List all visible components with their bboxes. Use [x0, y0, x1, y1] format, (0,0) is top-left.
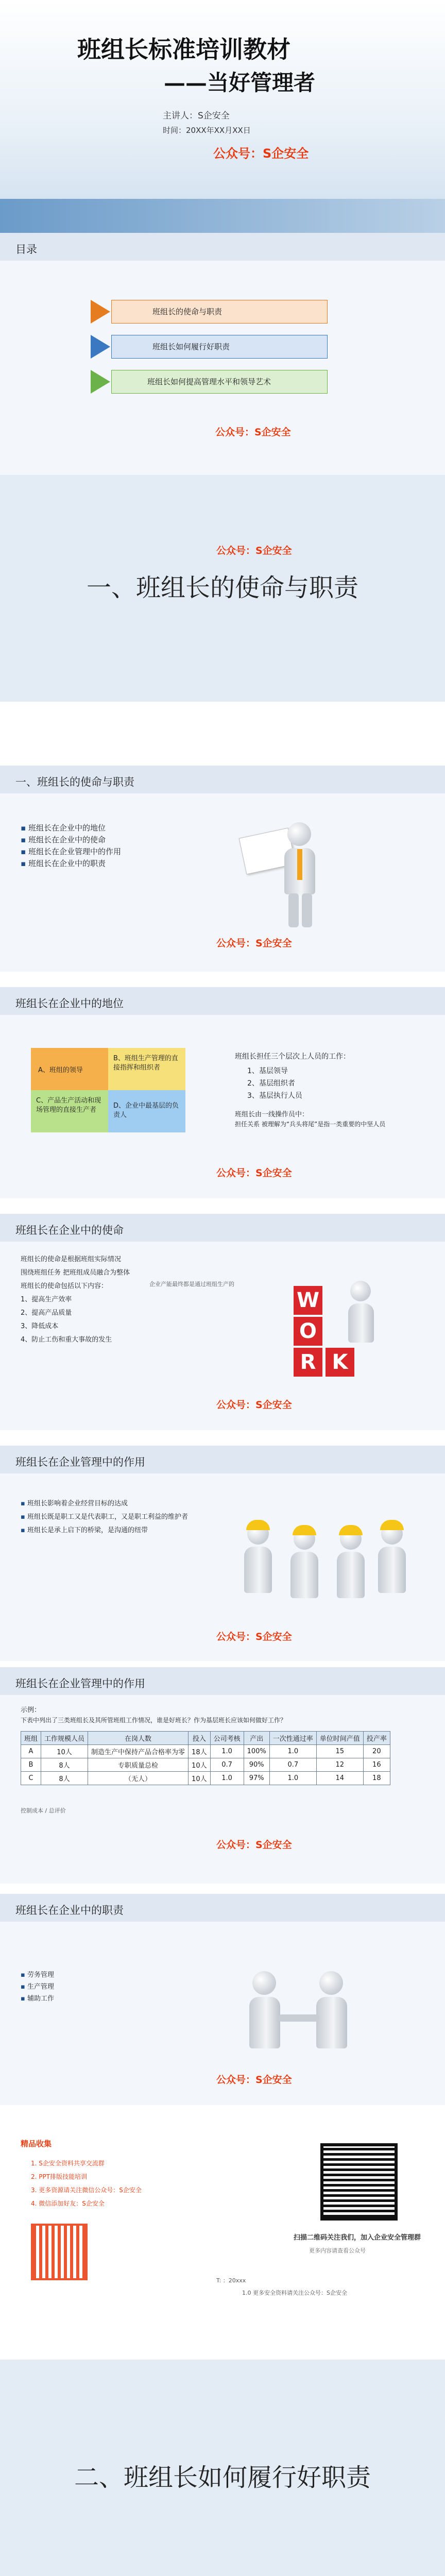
list-item: ▪ 班组长在企业中的职责 — [21, 858, 121, 870]
promo-right-sub: 更多内容请查看公众号 — [309, 2247, 366, 2254]
list-item: ▪ 劳务管理 — [21, 1969, 54, 1981]
work-letters-illustration — [288, 1276, 391, 1379]
qr-code-right[interactable] — [320, 2143, 398, 2221]
role-header: 班组长在企业中的使命 — [15, 1224, 124, 1236]
list-item: ▪ 辅助工作 — [21, 1993, 54, 2005]
list-item: ▪ 班组长在企业管理中的作用 — [21, 846, 121, 858]
table-cell: 14 — [316, 1772, 363, 1785]
role-line: 围绕班组任务 把班组成员融合为整体 — [21, 1269, 130, 1277]
promo-slide — [0, 2123, 445, 2344]
arrow-icon — [91, 370, 110, 394]
cover-title-2: ——当好管理者 — [164, 70, 316, 95]
mission-watermark: 公众号：S企安全 — [216, 938, 292, 949]
position-right-item: 3、基层执行人员 — [247, 1092, 302, 1100]
table-header-cell: 投产率 — [363, 1732, 390, 1745]
duty-header: 班组长在企业中的职责 — [15, 1904, 124, 1917]
section1-slide — [0, 475, 445, 702]
cover-watermark: 公众号：S企安全 — [213, 146, 309, 161]
cover-background — [0, 0, 445, 199]
promo-title: 精品收集 — [21, 2139, 52, 2148]
handshake-illustration — [242, 1961, 355, 2064]
table-cell: 0.7 — [269, 1758, 316, 1772]
table-cell: 1.0 — [269, 1772, 316, 1785]
table-intro: 示例： — [21, 1706, 41, 1714]
position-right-note2: 担任关系 被理解为“兵头将尾”是指一类重要的中坚人员 — [235, 1121, 386, 1128]
effect-slide — [0, 1446, 445, 1661]
table-cell: 16 — [363, 1758, 390, 1772]
table-cell: 97% — [244, 1772, 269, 1785]
table-header-cell: 单位时间产值 — [316, 1732, 363, 1745]
toc-item-2[interactable] — [91, 334, 328, 360]
table-cell: 10人 — [41, 1745, 88, 1758]
table-cell: 18人 — [189, 1745, 211, 1758]
promo-right-text: 扫描二维码关注我们，加入企业安全管理群 — [294, 2234, 421, 2242]
table-intro2: 下表中列出了三类班组长及其所管班组工作情况，谁是好班长？作为基层班长应该如何做好工作？ — [21, 1717, 287, 1724]
position-box-d-label: D、企业中最基层的负责人 — [113, 1102, 179, 1119]
helmet-icon — [246, 1520, 270, 1530]
arrow-icon — [91, 335, 110, 359]
toc-item-label: 班组长如何履行好职责 — [152, 342, 230, 351]
toc-slide — [0, 233, 445, 475]
table-cell: 8人 — [41, 1758, 88, 1772]
table-cell: 15 — [316, 1745, 363, 1758]
promo-line: 3. 更多资源请关注微信公众号：S企安全 — [31, 2187, 142, 2194]
mission-list — [21, 822, 121, 870]
table-cell: 10人 — [189, 1772, 211, 1785]
team-comparison-table — [21, 1731, 390, 1785]
tie-icon — [297, 849, 302, 880]
list-item: ▪ 生产管理 — [21, 1981, 54, 1993]
toc-item-label: 班组长的使命与职责 — [152, 307, 222, 316]
position-box-b-label: B、班组生产管理的直接指挥和组织者 — [113, 1055, 178, 1072]
table-row — [21, 1772, 390, 1785]
list-item: ▪ 班组长既是职工又是代表职工，又是职工利益的维护者 — [21, 1511, 206, 1524]
table-cell: 制造生产中保持产品合格率为零 — [88, 1745, 189, 1758]
table-header-cell: 投入 — [189, 1732, 211, 1745]
table-cell: 100% — [244, 1745, 269, 1758]
toc-item-1[interactable] — [91, 299, 328, 325]
promo-line: 2. PPT排版技能培训 — [31, 2173, 88, 2180]
list-item: ▪ 班组长影响着企业经营目标的达成 — [21, 1497, 206, 1511]
effect-watermark: 公众号：S企安全 — [216, 1631, 292, 1642]
table-row — [21, 1745, 390, 1758]
table-header-cell: 在岗人数 — [88, 1732, 189, 1745]
role-line: 4、防止工伤和重大事故的发生 — [21, 1336, 112, 1344]
role-line: 2、提高产品质量 — [21, 1309, 72, 1317]
table-cell: A — [21, 1745, 41, 1758]
effect-header: 班组长在企业管理中的作用 — [15, 1456, 145, 1468]
mission-slide — [0, 766, 445, 972]
table-header-row — [21, 1732, 390, 1745]
letter-w: W — [294, 1286, 322, 1315]
role-slide — [0, 1214, 445, 1430]
role-line: 班组长的使命包括以下内容： — [21, 1282, 108, 1290]
effect-list — [21, 1497, 206, 1537]
promo-line: 1. S企安全资料共享交流群 — [31, 2160, 105, 2167]
letter-o: O — [294, 1317, 322, 1346]
helmet-icon — [293, 1525, 316, 1535]
workers-helmets-illustration — [237, 1513, 412, 1616]
position-header: 班组长在企业中的地位 — [15, 997, 124, 1010]
promo-footer-left: T: ：20xxx — [216, 2277, 246, 2284]
toc-watermark: 公众号：S企安全 — [215, 427, 291, 438]
promo-lines — [31, 2157, 142, 2210]
table-cell: 专职质量总检 — [88, 1758, 189, 1772]
cover-speaker: 主讲人：S企安全 — [163, 111, 230, 121]
section1-title: 一、班组长的使命与职责 — [86, 573, 358, 602]
toc-item-label: 班组长如何提高管理水平和领导艺术 — [147, 377, 271, 386]
duty-watermark: 公众号：S企安全 — [216, 2074, 292, 2086]
table-row — [21, 1758, 390, 1772]
role-line: 3、降低成本 — [21, 1323, 59, 1330]
section2-slide — [0, 2360, 445, 2576]
presenter-figure-illustration — [242, 812, 330, 930]
table-cell: （无人） — [88, 1772, 189, 1785]
position-right-item: 2、基层组织者 — [247, 1079, 295, 1088]
cover-stripe — [0, 199, 445, 233]
helmet-icon — [380, 1520, 404, 1530]
table-watermark: 公众号：S企安全 — [216, 1839, 292, 1851]
section1-watermark: 公众号：S企安全 — [216, 545, 292, 556]
mission-header: 一、班组长的使命与职责 — [15, 776, 134, 788]
table-extra-headers: 控制成本 / 总评价 — [21, 1807, 66, 1814]
promo-footer-right: 1.0 更多安全资料请关注公众号：S企安全 — [242, 2290, 347, 2296]
table-slide — [0, 1667, 445, 1884]
position-box-c-label: C、产品生产活动和现场管理的直接生产者 — [36, 1097, 101, 1114]
position-slide — [0, 987, 445, 1198]
table-cell: 1.0 — [269, 1745, 316, 1758]
table-cell: 0.7 — [210, 1758, 244, 1772]
cover-slide — [0, 0, 445, 233]
table-header-cell: 工作规模人员 — [41, 1732, 88, 1745]
table-extra-header: 总评价 — [48, 1807, 66, 1814]
role-text — [21, 1253, 130, 1347]
table-cell: 1.0 — [210, 1772, 244, 1785]
table-cell: 10人 — [189, 1758, 211, 1772]
cover-title-1: 班组长标准培训教材 — [77, 36, 290, 63]
toc-item-3[interactable] — [91, 369, 328, 395]
position-right-note: 班组长由一线操作员中： — [235, 1111, 309, 1118]
table-cell: 90% — [244, 1758, 269, 1772]
table-cell: B — [21, 1758, 41, 1772]
letter-k: K — [326, 1348, 354, 1377]
role-line: 1、提高生产效率 — [21, 1296, 72, 1303]
role-watermark: 公众号：S企安全 — [216, 1399, 292, 1411]
arrow-icon — [91, 300, 110, 324]
position-right-item: 1、基层领导 — [247, 1067, 288, 1075]
handshake-icon — [278, 2014, 319, 2022]
role-note: 企业产能最终都是通过班组生产的 — [149, 1281, 234, 1287]
list-item: ▪ 班组长是承上启下的桥梁，是沟通的纽带 — [21, 1524, 206, 1537]
table-header: 班组长在企业管理中的作用 — [15, 1677, 145, 1690]
table-cell: 12 — [316, 1758, 363, 1772]
position-right-title: 班组长担任三个层次上人员的工作： — [235, 1053, 350, 1061]
table-cell: 18 — [363, 1772, 390, 1785]
list-item: ▪ 班组长在企业中的使命 — [21, 834, 121, 846]
list-item: ▪ 班组长在企业中的地位 — [21, 822, 121, 834]
promo-line: 4. 微信添加好友：S企安全 — [31, 2200, 105, 2207]
table-header-cell: 公司考核 — [210, 1732, 244, 1745]
letter-r: R — [294, 1348, 322, 1377]
position-watermark: 公众号：S企安全 — [216, 1167, 292, 1179]
cover-date: 时间：20XX年XX月XX日 — [163, 126, 251, 135]
qr-code-left[interactable] — [31, 2224, 88, 2280]
table-cell: 8人 — [41, 1772, 88, 1785]
table-extra-header: 控制成本 — [21, 1807, 43, 1814]
table-cell: 20 — [363, 1745, 390, 1758]
table-cell: C — [21, 1772, 41, 1785]
table-header-cell: 一次性通过率 — [269, 1732, 316, 1745]
toc-header: 目录 — [15, 243, 37, 256]
table-header-cell: 班组 — [21, 1732, 41, 1745]
duty-list — [21, 1969, 54, 2005]
position-box-a-label: A、班组的领导 — [38, 1066, 83, 1074]
duty-slide — [0, 1894, 445, 2105]
role-line: 班组长的使命是根据班组实际情况 — [21, 1256, 122, 1263]
section2-title: 二、班组长如何履行好职责 — [74, 2463, 371, 2492]
table-cell: 1.0 — [210, 1745, 244, 1758]
table-header-cell: 产出 — [244, 1732, 269, 1745]
helmet-icon — [339, 1525, 363, 1535]
